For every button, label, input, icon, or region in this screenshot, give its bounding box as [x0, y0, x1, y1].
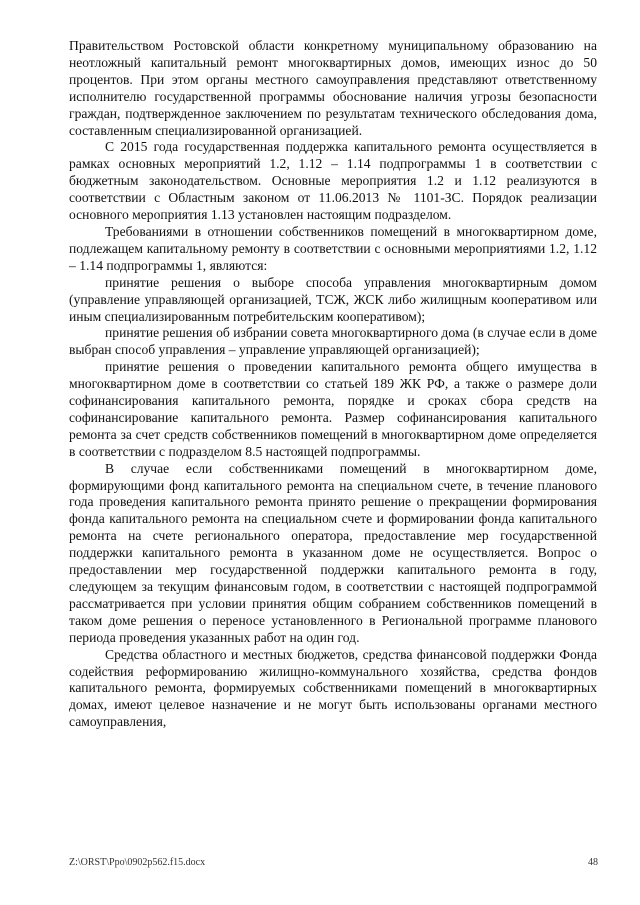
paragraph-3: Требованиями в отношении собственников помещений в многоквартирном доме, подлежащем капитальному ремонту в соответствии с основными мероприятиями 1.2, 1.12 – 1.14 подпрограммы 1, являются: [69, 223, 597, 273]
paragraph-8: Средства областного и местных бюджетов, средства финансовой поддержки Фонда содействия реформированию жилищно-коммунального хозяйства, средства фондов капитального ремонта, формируемых собственниками помещений в многоквартирных домах, имеют целевое назначение и не могут быть использованы органами местного самоуправления, [69, 646, 597, 730]
paragraph-6: принятие решения о проведении капитального ремонта общего имущества в многоквартирном доме в соответствии со статьей 189 ЖК РФ, а также о размере доли софинансирования капитального ремонта, порядке и сроках сбора средств на софинансирование капитального ремонта. Размер софинансирования капитального ремонта за счет средств собственников помещений в многоквартирном доме определяется в соответствии с подразделом 8.5 настоящей подпрограммы. [69, 359, 597, 459]
paragraph-7: В случае если собственниками помещений в многоквартирном доме, формирующими фонд капитального ремонта на специальном счете, в течение планового года проведения капитального ремонта принято решение о прекращении формирования фонда капитального ремонта на специальном счете и формировании фонда капитального ремонта на счете регионального оператора, предоставление мер государственной поддержки капитального ремонта в указанном доме не осуществляется. Вопрос о предоставлении мер государственной поддержки капитального ремонта в году, следующем за текущим финансовым годом, в соответствии с настоящей подпрограммой рассматривается при условии принятия общим собранием собственников помещений в таком доме решения о переносе установленного в Региональной программе планового периода проведения указанных работ на один год. [69, 460, 597, 645]
paragraph-4: принятие решения о выборе способа управления многоквартирным домом (управление управляющей организацией, ТСЖ, ЖСК либо жилищным кооперативом или иным специализированным потребительским кооперативом); [69, 274, 597, 324]
paragraph-5: принятие решения об избрании совета многоквартирного дома (в случае если в доме выбран способ управления – управление управляющей организацией); [69, 325, 597, 358]
footer-file-path: Z:\ORST\Ppo\0902p562.f15.docx [69, 857, 206, 868]
paragraph-1: Правительством Ростовской области конкретному муниципальному образованию на неотложный капитальный ремонт многоквартирных домов, имеющих износ до 50 процентов. При этом органы местного самоуправления представляют ответственному исполнителю государственной программы обоснование наличия угрозы безопасности граждан, подтвержденное заключением по результатам технического обследования дома, составленным специализированной организацией. [69, 38, 597, 138]
document-body [69, 38, 597, 731]
paragraph-2: С 2015 года государственная поддержка капитального ремонта осуществляется в рамках основных мероприятий 1.2, 1.12 – 1.14 подпрограммы 1 в соответствии с бюджетным законодательством. Основные мероприятия 1.2 и 1.12 реализуются в соответствии с Областным законом от 11.06.2013 № 1101-ЗС. Порядок реализации основного мероприятия 1.13 установлен настоящим подразделом. [69, 139, 597, 223]
page-number: 48 [588, 857, 598, 868]
